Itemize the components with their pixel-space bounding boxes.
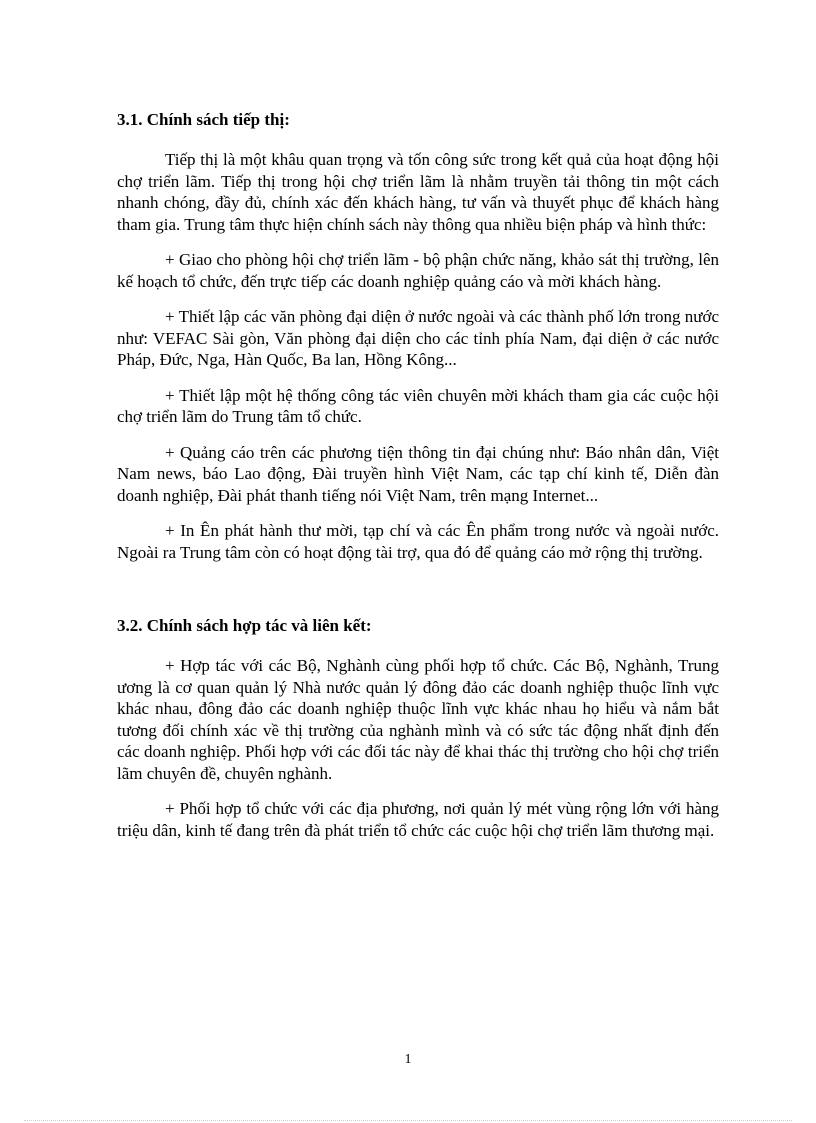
paragraph: + Quảng cáo trên các phương tiện thông tin đại chúng như: Báo nhân dân, Việt Nam news, báo Lao động, Đài truyền hình Việt Nam, các tạp chí kinh tế, Diễn đàn doanh nghiệp, Đài phát thanh tiếng nói Việt Nam, trên mạng Internet... bbox=[117, 442, 719, 505]
paragraph: + Thiết lập một hệ thống công tác viên chuyên mời khách tham gia các cuộc hội chợ triển lãm do Trung tâm tổ chức. bbox=[117, 385, 719, 426]
paragraph: + Phối hợp tổ chức với các địa phương, nơi quản lý mét vùng rộng lớn với hàng triệu dân, kinh tế đang trên đà phát triển tổ chức các cuộc hội chợ triển lãm thương mại. bbox=[117, 799, 719, 840]
paragraph: + Hợp tác với các Bộ, Nghành cùng phối hợp tổ chức. Các Bộ, Nghành, Trung ương là cơ quan quản lý Nhà nước quản lý đông đảo các doanh nghiệp thuộc lĩnh vực khác nhau, đông đảo các doanh nghiệp thuộc lĩnh vực khác nhau họ hiểu và nắm bắt tương đối chính xác về thị trường của nghành mình và có sức tác động nhất định đến các doanh nghiệp. Phối hợp với các đối tác này để khai thác thị trường cho hội chợ triển lãm chuyên đề, chuyên nghành. bbox=[117, 656, 719, 783]
page-content bbox=[117, 109, 719, 855]
section-spacer bbox=[117, 577, 719, 615]
paragraph: + Thiết lập các văn phòng đại diện ở nước ngoài và các thành phố lớn trong nước như: VEFAC Sài gòn, Văn phòng đại diện cho các tỉnh phía Nam, đại diện ở các nước Pháp, Đức, Nga, Hàn Quốc, Ba lan, Hồng Kông... bbox=[117, 307, 719, 369]
paragraph: Tiếp thị là một khâu quan trọng và tốn công sức trong kết quả của hoạt động hội chợ triển lãm. Tiếp thị trong hội chợ triển lãm là nhằm truyền tải thông tin một cách nhanh chóng, đầy đủ, chính xác đến khách hàng, tư vấn và thuyết phục để khách hàng tham gia. Trung tâm thực hiện chính sách này thông qua nhiều biện pháp và hình thức: bbox=[117, 150, 719, 234]
section-title: 3.1. Chính sách tiếp thị: bbox=[117, 110, 290, 129]
section-title: 3.2. Chính sách hợp tác và liên kết: bbox=[117, 616, 372, 635]
page-bottom-divider bbox=[24, 1120, 792, 1121]
section-cooperation-policy bbox=[117, 615, 719, 841]
paragraph: + In Ên phát hành thư mời, tạp chí và các Ên phẩm trong nước và ngoài nước. Ngoài ra Trung tâm còn có hoạt động tài trợ, qua đó để quảng cáo mở rộng thị trường. bbox=[117, 521, 719, 562]
page-number: 1 bbox=[404, 1052, 412, 1067]
section-marketing-policy bbox=[117, 109, 719, 563]
paragraph: + Giao cho phòng hội chợ triển lãm - bộ phận chức năng, khảo sát thị trường, lên kế hoạch tổ chức, đến trực tiếp các doanh nghiệp quảng cáo và mời khách hàng. bbox=[117, 250, 719, 291]
